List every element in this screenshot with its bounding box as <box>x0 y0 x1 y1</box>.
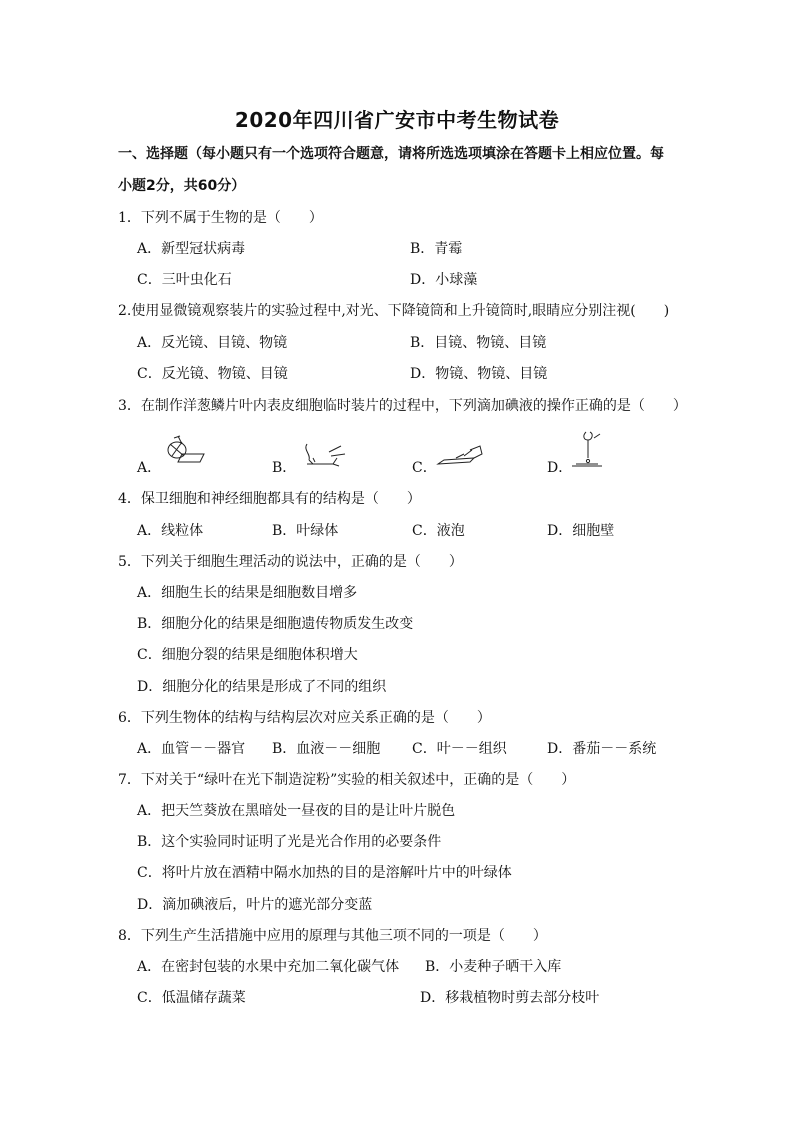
question-5-option-a: A．细胞生长的结果是细胞数目增多 <box>137 585 358 601</box>
question-8-option-c: C．低温储存蔬菜 <box>137 990 246 1006</box>
question-1-option-c: C．三叶虫化石 <box>137 272 232 288</box>
question-4-stem: 4．保卫细胞和神经细胞都具有的结构是（ ） <box>118 491 421 507</box>
question-8-option-a: A．在密封包装的水果中充加二氧化碳气体 <box>137 959 400 975</box>
question-7-option-a: A．把天竺葵放在黑暗处一昼夜的目的是让叶片脱色 <box>137 803 456 819</box>
question-6-option-d: D．番茄－－系统 <box>547 741 657 757</box>
question-5-option-d: D．细胞分化的结果是形成了不同的组织 <box>137 679 387 695</box>
question-2-option-a: A．反光镜、目镜、物镜 <box>137 335 288 351</box>
question-3-option-d: D． <box>547 460 573 476</box>
question-3-option-c: C． <box>412 460 437 476</box>
question-3-option-b: B． <box>272 460 297 476</box>
dropper-slide-illustration-c-icon <box>434 440 484 468</box>
question-1-option-d: D．小球藻 <box>410 272 478 288</box>
page-title: 2020年四川省广安市中考生物试卷 <box>234 108 560 132</box>
dropper-slide-illustration-d-icon <box>568 428 608 470</box>
question-3-option-a: A． <box>137 460 162 476</box>
question-6-option-c: C．叶－－组织 <box>412 741 507 757</box>
question-8-stem: 8．下列生产生活措施中应用的原理与其他三项不同的一项是（ ） <box>118 928 547 944</box>
question-4-option-a: A．线粒体 <box>137 523 204 539</box>
dropper-slide-illustration-a-icon <box>160 432 210 468</box>
question-8-option-d: D．移栽植物时剪去部分枝叶 <box>420 990 600 1006</box>
section-heading-line1: 一、选择题（每小题只有一个选项符合题意，请将所选选项填涂在答题卡上相应位置。每 <box>118 146 664 162</box>
question-4-option-b: B．叶绿体 <box>272 523 339 539</box>
section-heading-line2: 小题2分，共60分） <box>118 178 246 194</box>
question-3-stem: 3．在制作洋葱鳞片叶内表皮细胞临时装片的过程中，下列滴加碘液的操作正确的是（ ） <box>118 398 687 414</box>
question-1-option-b: B．青霉 <box>410 241 463 257</box>
question-6-stem: 6．下列生物体的结构与结构层次对应关系正确的是（ ） <box>118 710 491 726</box>
section-heading <box>118 138 678 202</box>
question-4-option-d: D．细胞壁 <box>547 523 615 539</box>
question-2-stem: 2.使用显微镜观察装片的实验过程中,对光、下降镜筒和上升镜筒时,眼睛应分别注视( ) <box>118 303 670 319</box>
question-2-option-d: D．物镜、物镜、目镜 <box>410 366 548 382</box>
question-5-option-c: C．细胞分裂的结果是细胞体积增大 <box>137 647 358 663</box>
question-6-option-b: B．血液－－细胞 <box>272 741 381 757</box>
question-7-stem: 7．下对关于“绿叶在光下制造淀粉”实验的相关叙述中，正确的是（ ） <box>118 772 576 788</box>
question-7-option-d: D．滴加碘液后，叶片的遮光部分变蓝 <box>137 897 373 913</box>
question-5-option-b: B．细胞分化的结果是细胞遗传物质发生改变 <box>137 616 414 632</box>
question-2-option-b: B．目镜、物镜、目镜 <box>410 335 547 351</box>
question-5-stem: 5．下列关于细胞生理活动的说法中，正确的是（ ） <box>118 554 463 570</box>
question-6-option-a: A．血管－－器官 <box>137 741 246 757</box>
question-7-option-b: B．这个实验同时证明了光是光合作用的必要条件 <box>137 834 442 850</box>
question-8-option-b: B．小麦种子晒干入库 <box>425 959 562 975</box>
question-1-stem: 1．下列不属于生物的是（ ） <box>118 210 323 226</box>
question-7-option-c: C．将叶片放在酒精中隔水加热的目的是溶解叶片中的叶绿体 <box>137 865 512 881</box>
question-4-option-c: C．液泡 <box>412 523 465 539</box>
question-2-option-c: C．反光镜、物镜、目镜 <box>137 366 288 382</box>
question-1-option-a: A．新型冠状病毒 <box>137 241 246 257</box>
dropper-slide-illustration-b-icon <box>293 440 347 470</box>
